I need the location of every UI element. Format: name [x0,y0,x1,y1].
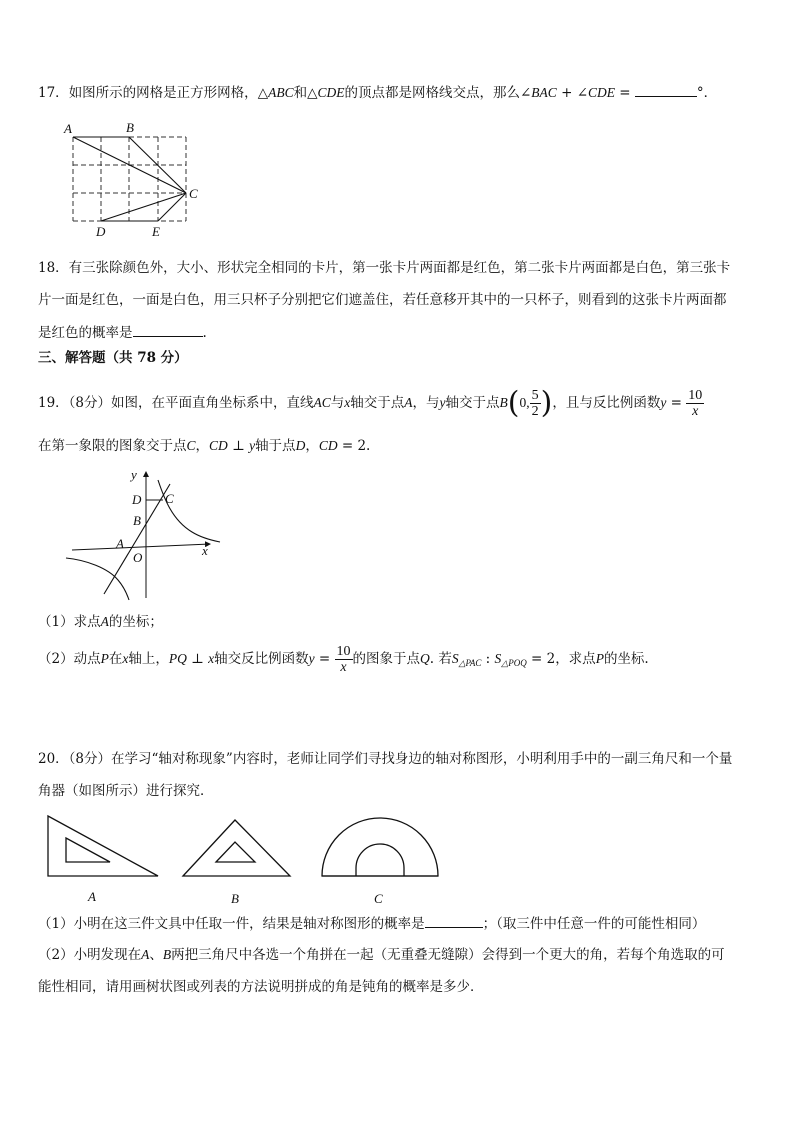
q17-abc: ABC [268,85,294,100]
left-paren: ( [507,385,520,421]
label-a: A [64,121,72,136]
q19-part2-d: 轴交反比例函数 [214,651,309,667]
q19-line-1 [38,385,704,421]
q19-part2-b: 在 [108,651,123,667]
label-b: B [231,891,239,906]
fraction-denominator: 2 [531,404,539,419]
q17-tail: °． [696,85,718,101]
equals-sign: = [615,85,635,101]
section-title: 三、解答题（共 78 分） [38,350,188,366]
q17-bac: BAC [531,85,557,100]
q19-d: D [295,438,306,453]
q19-part2-s1sub: △PAC [458,658,482,668]
q18-line-3-text: 是红色的概率是 [38,325,133,341]
q17-cde2: CDE [588,85,615,100]
q18-line-2: 片一面是红色，一面是白色，用三只杯子分别把它们遮盖住，若任意移开其中的一只杯子，则看到的这张卡片两面都 [38,292,727,308]
q19-part-1 [38,612,163,632]
q20-line-2: 角器（如图所示）进行探究． [38,783,214,799]
q20-line-1: 20．（8分）在学习“轴对称现象”内容时，老师让同学们寻找身边的轴对称图形，小明利用手中的一副三角尺和一个量 [38,751,733,767]
q19-part-2 [38,644,649,678]
triangle-ruler-b [183,820,290,876]
hyperbola-q3 [66,558,129,600]
label-a: A [116,536,124,551]
fraction-numerator: 10 [688,388,703,403]
q19-t2: 轴交于点 [350,395,405,411]
label-x: x [202,543,208,558]
triangle-symbol: △ [307,85,318,101]
q20-part-2 [38,945,725,965]
q19-part2-s2: S [494,651,502,666]
q19-part2-q: Q [420,651,430,666]
q19-number: 19．（8分）如图，在平面直角坐标系中，直线 [38,395,314,411]
q19-line2-b: ， [195,438,210,454]
angle-symbol: ∠ [576,85,588,101]
q20-part2-a: （2）小明发现在 [38,947,142,963]
b-coord-fraction [530,388,541,419]
q19-part2-p: P [100,651,109,666]
q19-line2-c: 轴于点 [255,438,296,454]
q19-part2-x2: x [208,651,215,666]
q17-stem [38,82,717,103]
fraction-numerator: 10 [336,644,351,659]
q19-part2-f: . 若 [429,651,452,667]
q19-y3: y [249,438,256,453]
q19-part1-text: （1）求点 [38,614,101,630]
segment-dc [101,193,186,221]
q19-part2-e: 的图象于点 [352,651,421,667]
q17-text-b: 的顶点都是网格线交点，那么 [344,85,520,101]
label-a: A [88,889,96,904]
label-d: D [96,224,106,238]
q20-part1-b: ；（取三件中任意一件的可能性相同） [482,916,706,932]
perp-symbol: ⊥ [186,651,209,667]
q19-coordinate-figure [64,466,224,602]
q19-part2-c: 轴上， [128,651,169,667]
q19-line2-a: 在第一象限的图象交于点 [38,438,187,454]
fraction-denominator: x [340,660,347,675]
q20-part1-a: （1）小明在这三件文具中任取一件，结果是轴对称图形的概率是 [38,916,425,932]
q19-part2-eq: = [314,651,335,667]
q20-part2-c: 两把三角尺中各选一个角拼在一起（无重叠无缝隙）会得到一个更大的角，若每个角选取的可 [171,947,725,963]
q20-part2-B: B [162,947,172,962]
dashed-grid [73,137,186,221]
q17-number: 17． [38,85,69,101]
q19-t3: ，与 [412,395,440,411]
label-c: C [189,186,198,201]
label-c: C [374,891,383,906]
q19-t4: 轴交于点 [445,395,500,411]
q19-part2-y: y [308,651,315,666]
q19-y2: y [660,395,667,410]
right-paren: ) [540,385,553,421]
q19-ac: AC [313,395,331,410]
q19-cd-val: = 2. [337,438,371,454]
q19-part2-s2sub: △POQ [501,658,527,668]
label-e: E [152,224,160,238]
triangle-symbol: △ [257,85,269,101]
q19-y: y [439,395,446,410]
q19-part2-h: 的坐标. [603,651,649,667]
answer-blank[interactable] [133,322,203,337]
q19-cd2: CD [318,438,338,453]
function-fraction [686,388,704,419]
answer-blank[interactable] [425,913,483,928]
q18-line-3-end: . [202,325,207,341]
label-b: B [126,120,134,135]
q19-a: A [404,395,413,410]
q19-line-2 [38,436,370,456]
q18-line-3 [38,322,207,343]
q20-part2-A: A [141,947,150,962]
label-y: y [131,467,137,482]
q20-part-2-line-2: 能性相同，请用画树状图或列表的方法说明拼成的角是钝角的概率是多少． [38,979,484,995]
perp-symbol: ⊥ [227,438,250,454]
q19-part2-s1: S [451,651,459,666]
triangle-ruler-a [48,816,158,876]
label-c: C [165,491,174,506]
q20-part-1 [38,913,705,934]
protractor-c [322,818,438,876]
q18-line-1: 18．有三张除颜色外，大小、形状完全相同的卡片，第一张卡片两面都是红色，第二张卡片两面都是白色，第三张卡 [38,260,731,276]
q19-part2-text: （2）动点 [38,651,101,667]
label-b: B [133,513,141,528]
q19-c: C [186,438,196,453]
q19-part2-x: x [122,651,129,666]
q20-stationery-figure [40,806,450,910]
q19-part2-p2: P [595,651,604,666]
q17-cde: CDE [317,85,345,100]
q19-cd: CD [209,438,228,453]
q19-part2-colon: : [481,651,495,667]
q19-part1-a: A [100,614,109,629]
label-d: D [132,492,142,507]
q17-grid-figure [62,120,202,238]
q19-x: x [344,395,351,410]
q19-b: B [499,395,508,410]
q19-t1: 与 [330,395,345,411]
label-o: O [133,550,143,565]
q19-part2-pq: PQ [168,651,187,666]
q17-and: 和 [293,85,308,101]
q19-part2-g: ，求点 [555,651,596,667]
q19-part2-val: = 2 [526,651,556,667]
q19-line2-d: ， [305,438,319,454]
plus-sign: + [556,85,577,101]
angle-symbol: ∠ [519,85,532,101]
answer-blank[interactable] [635,82,697,97]
fraction-denominator: x [692,404,699,419]
q20-part2-b: 、 [149,947,163,963]
q19-part1-b: 的坐标； [108,614,163,630]
q19-eq: = [666,395,687,411]
b-coord-x: 0, [519,395,530,410]
function-fraction [335,644,353,675]
q19-t5: ，且与反比例函数 [552,395,661,411]
fraction-numerator: 5 [531,388,539,403]
q17-text-a: 如图所示的网格是正方形网格， [68,85,258,101]
